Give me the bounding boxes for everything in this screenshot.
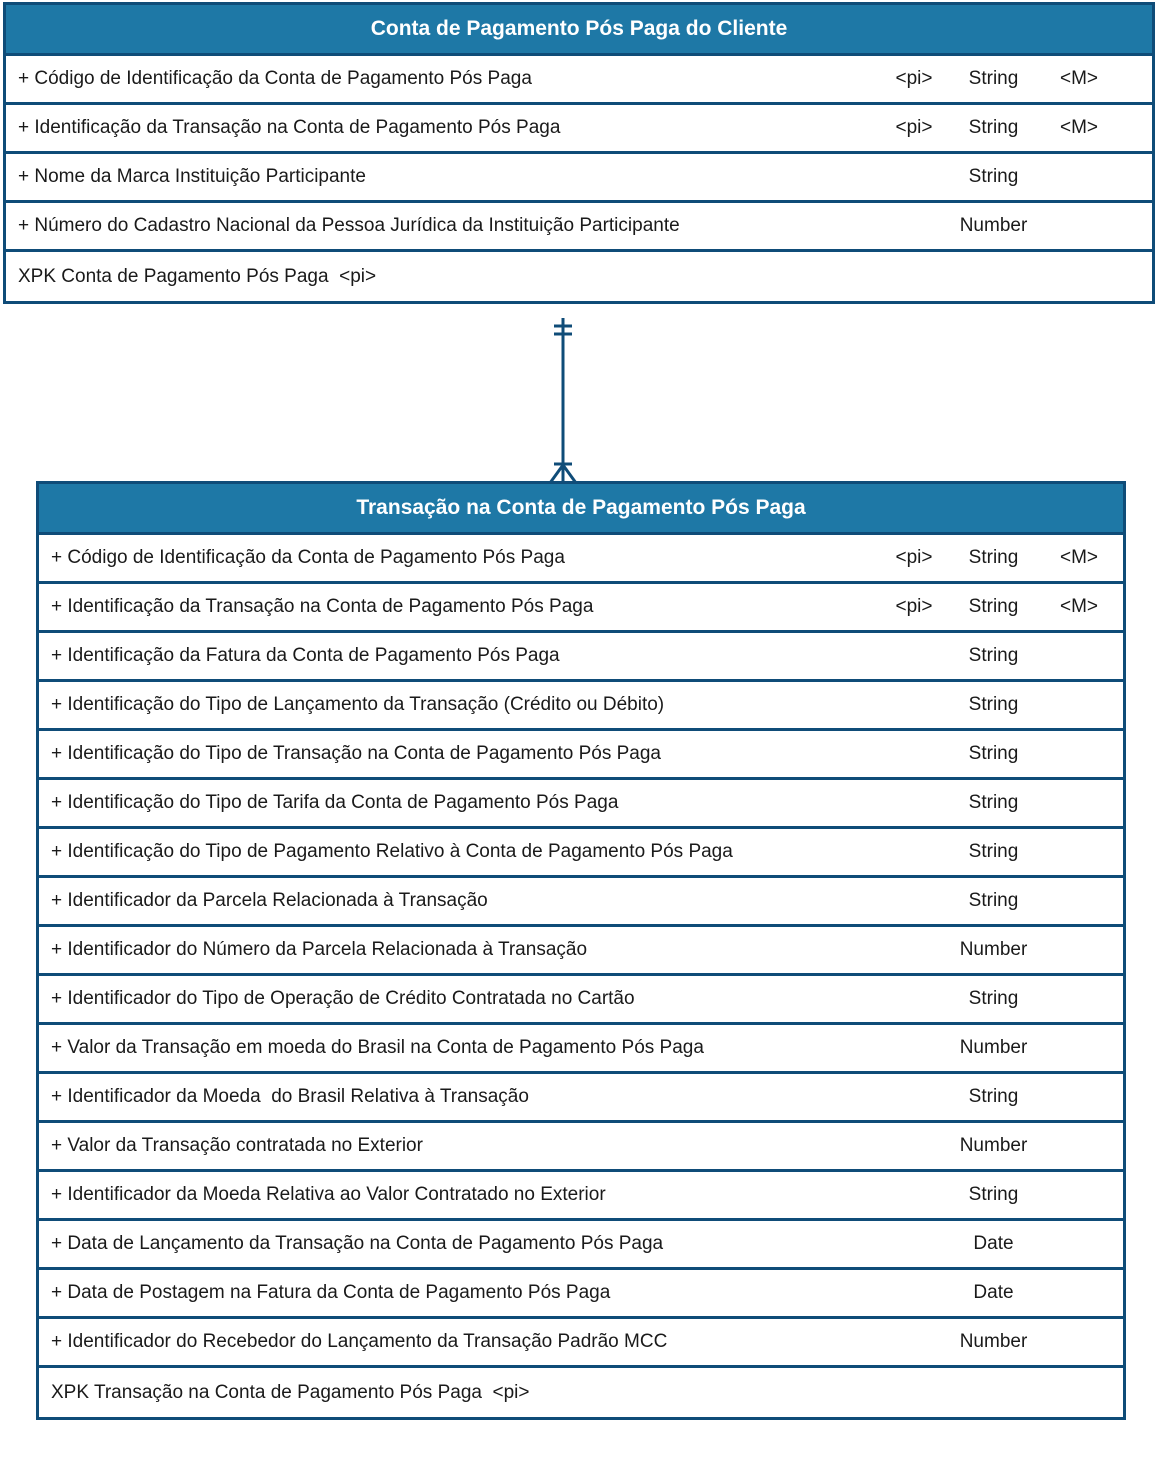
attribute-type: String	[968, 68, 1019, 89]
attribute-type: String	[968, 166, 1019, 187]
attribute-label: + Identificador do Número da Parcela Relacionada à Transação	[51, 939, 588, 960]
attribute-pi-flag: <pi>	[895, 547, 933, 568]
attribute-type: String	[968, 694, 1019, 715]
attribute-list	[39, 535, 1123, 1417]
attribute-label: + Data de Postagem na Fatura da Conta de Pagamento Pós Paga	[51, 1282, 611, 1303]
attribute-row	[39, 1123, 1123, 1172]
attribute-label: + Identificação da Transação na Conta de Pagamento Pós Paga	[51, 596, 594, 617]
attribute-mandatory-flag: <M>	[1059, 596, 1099, 617]
attribute-label: + Identificador do Tipo de Operação de Crédito Contratada no Cartão	[51, 988, 635, 1009]
attribute-row	[39, 780, 1123, 829]
attribute-row	[39, 1172, 1123, 1221]
attribute-list	[6, 56, 1152, 301]
attribute-label: + Identificação da Fatura da Conta de Pagamento Pós Paga	[51, 645, 560, 666]
attribute-row	[39, 633, 1123, 682]
attribute-type: Number	[959, 1135, 1028, 1156]
entity-title: Conta de Pagamento Pós Paga do Cliente	[6, 5, 1152, 56]
attribute-type: String	[968, 792, 1019, 813]
attribute-type: Number	[959, 1331, 1028, 1352]
attribute-row	[39, 1025, 1123, 1074]
entity-title: Transação na Conta de Pagamento Pós Paga	[39, 484, 1123, 535]
attribute-mandatory-flag: <M>	[1059, 117, 1099, 138]
attribute-label: + Código de Identificação da Conta de Pagamento Pós Paga	[18, 68, 532, 89]
attribute-label: + Identificador do Recebedor do Lançamento da Transação Padrão MCC	[51, 1331, 668, 1352]
attribute-label: XPK Transação na Conta de Pagamento Pós Paga <pi>	[51, 1381, 530, 1403]
attribute-row	[39, 535, 1123, 584]
attribute-type: Number	[959, 215, 1028, 236]
attribute-pi-flag: <pi>	[895, 68, 933, 89]
attribute-row	[39, 927, 1123, 976]
attribute-row	[39, 1270, 1123, 1319]
attribute-label: + Identificador da Parcela Relacionada à Transação	[51, 890, 488, 911]
attribute-row	[39, 1074, 1123, 1123]
attribute-row	[39, 878, 1123, 927]
attribute-label: + Identificação do Tipo de Pagamento Relativo à Conta de Pagamento Pós Paga	[51, 841, 733, 862]
attribute-label: + Número do Cadastro Nacional da Pessoa Jurídica da Instituição Participante	[18, 215, 680, 236]
attribute-type: Number	[959, 1037, 1028, 1058]
attribute-label: + Identificador da Moeda Relativa ao Valor Contratado no Exterior	[51, 1184, 606, 1205]
attribute-pi-flag: <pi>	[895, 117, 933, 138]
attribute-type: String	[968, 743, 1019, 764]
attribute-label: + Identificador da Moeda do Brasil Relativa à Transação	[51, 1086, 529, 1107]
attribute-mandatory-flag: <M>	[1059, 547, 1099, 568]
attribute-type: String	[968, 1184, 1019, 1205]
attribute-label: + Valor da Transação contratada no Exterior	[51, 1135, 423, 1156]
attribute-row	[6, 56, 1152, 105]
attribute-type: String	[968, 596, 1019, 617]
relationship-connector	[528, 318, 598, 485]
attribute-label: XPK Conta de Pagamento Pós Paga <pi>	[18, 265, 377, 287]
attribute-label: + Identificação do Tipo de Transação na Conta de Pagamento Pós Paga	[51, 743, 662, 764]
attribute-label: + Nome da Marca Instituição Participante	[18, 166, 366, 187]
attribute-type: Date	[973, 1282, 1014, 1303]
attribute-row	[39, 976, 1123, 1025]
attribute-row	[6, 154, 1152, 203]
attribute-row	[39, 584, 1123, 633]
entity-conta-de-pagamento-pos-paga-do-cliente	[3, 2, 1155, 304]
attribute-label: + Valor da Transação em moeda do Brasil na Conta de Pagamento Pós Paga	[51, 1037, 704, 1058]
attribute-label: + Data de Lançamento da Transação na Conta de Pagamento Pós Paga	[51, 1233, 664, 1254]
attribute-row	[39, 1221, 1123, 1270]
attribute-row	[39, 682, 1123, 731]
attribute-row	[39, 829, 1123, 878]
attribute-type: Date	[973, 1233, 1014, 1254]
attribute-type: String	[968, 1086, 1019, 1107]
attribute-type: String	[968, 890, 1019, 911]
attribute-pi-flag: <pi>	[895, 596, 933, 617]
attribute-row	[6, 105, 1152, 154]
attribute-type: String	[968, 988, 1019, 1009]
attribute-label: + Código de Identificação da Conta de Pagamento Pós Paga	[51, 547, 565, 568]
attribute-row	[39, 1368, 1123, 1417]
attribute-type: String	[968, 841, 1019, 862]
attribute-row	[6, 252, 1152, 301]
attribute-label: + Identificação da Transação na Conta de Pagamento Pós Paga	[18, 117, 561, 138]
attribute-label: + Identificação do Tipo de Lançamento da Transação (Crédito ou Débito)	[51, 694, 665, 715]
attribute-type: String	[968, 645, 1019, 666]
attribute-label: + Identificação do Tipo de Tarifa da Conta de Pagamento Pós Paga	[51, 792, 619, 813]
attribute-row	[6, 203, 1152, 252]
attribute-type: String	[968, 547, 1019, 568]
attribute-type: String	[968, 117, 1019, 138]
attribute-row	[39, 1319, 1123, 1368]
entity-transacao-na-conta-de-pagamento-pos-paga	[36, 481, 1126, 1420]
attribute-row	[39, 731, 1123, 780]
attribute-type: Number	[959, 939, 1028, 960]
attribute-mandatory-flag: <M>	[1059, 68, 1099, 89]
